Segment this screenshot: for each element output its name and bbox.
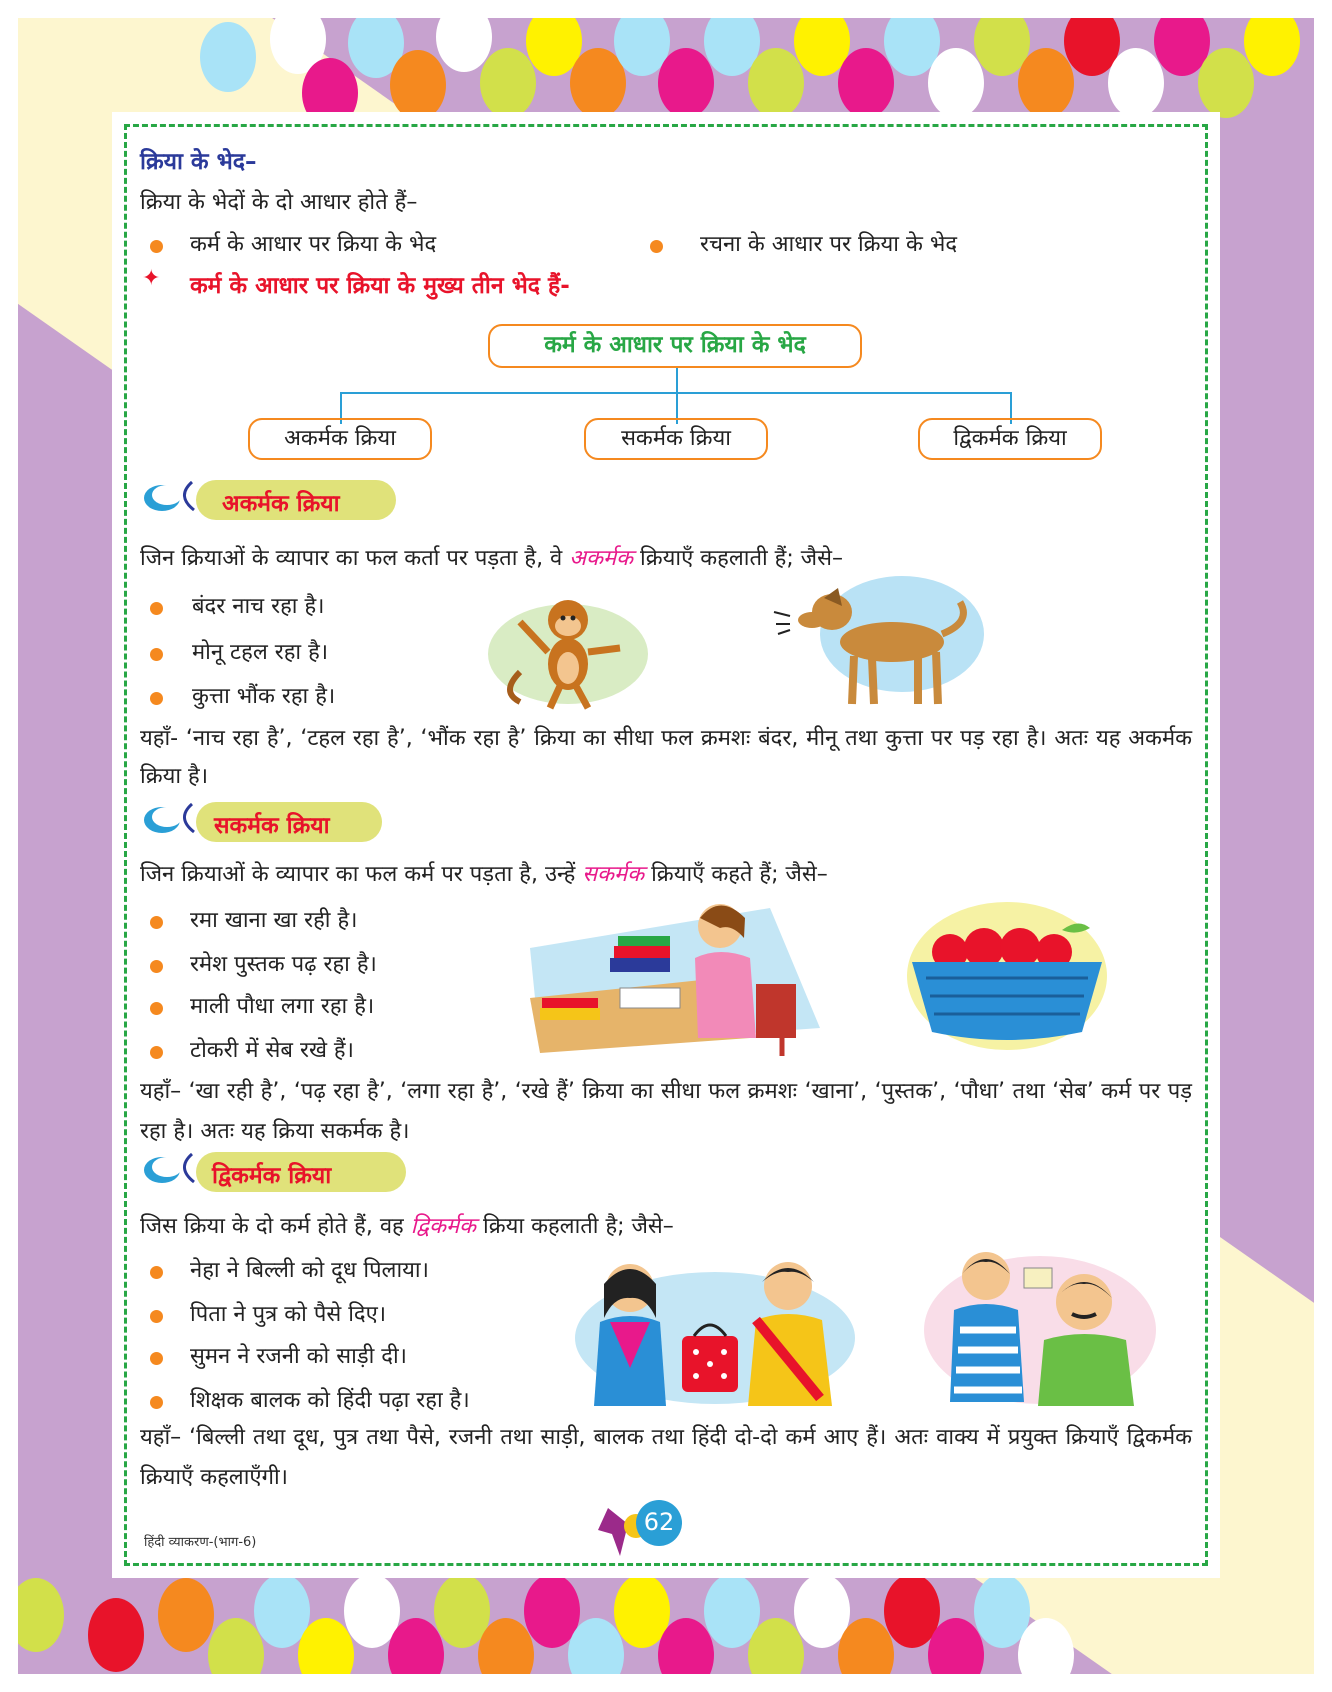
- explanation-akarmak: यहाँ- ‘नाच रहा है’, ‘टहल रहा है’, ‘भौंक रहा है’ क्रिया का सीधा फल क्रमशः बंदर, मीनू तथा कुत्ता पर पड़ रहा है। अतः यह अकर्मक क्रिया है।: [140, 726, 1192, 789]
- decor-dot: [1018, 48, 1074, 118]
- gift-illustration: [570, 1248, 860, 1408]
- example-item: माली पौधा लगा रहा है।: [190, 994, 375, 1019]
- bullet: [150, 1002, 163, 1015]
- decor-dot: [1198, 48, 1254, 118]
- swoosh-icon: [142, 478, 204, 514]
- main-heading: क्रिया के भेद–: [140, 149, 257, 175]
- decor-dot: [18, 1578, 64, 1652]
- example-item: मोनू टहल रहा है।: [192, 640, 329, 665]
- bullet: [150, 602, 163, 615]
- example-item: नेहा ने बिल्ली को दूध पिलाया।: [190, 1258, 429, 1283]
- intro-text: क्रिया के भेदों के दो आधार होते हैं–: [140, 190, 418, 215]
- decor-dot: [1108, 48, 1164, 118]
- example-item: पिता ने पुत्र को पैसे दिए।: [190, 1302, 387, 1327]
- decor-dot: [838, 48, 894, 118]
- basis-item-2: रचना के आधार पर क्रिया के भेद: [700, 232, 958, 257]
- bullet: [150, 1266, 163, 1279]
- explanation-sakarmak: यहाँ– ‘खा रही है’, ‘पढ़ रहा है’, ‘लगा रहा है’, ‘रखे हैं’ क्रिया का सीधा फल क्रमशः ‘खाना’, ‘पुस्तक’, ‘पौधा’ तथा ‘सेब’ कर्म पर पड़ रहा है। अतः यह क्रिया सकर्मक है।: [140, 1079, 1192, 1144]
- term-highlight: द्विकर्मक: [410, 1214, 477, 1239]
- apple-basket-illustration: [902, 896, 1112, 1056]
- swoosh-icon: [142, 1150, 204, 1186]
- example-item: सुमन ने रजनी को साड़ी दी।: [190, 1344, 407, 1369]
- decor-dot: [480, 48, 536, 118]
- example-item: शिक्षक बालक को हिंदी पढ़ा रहा है।: [190, 1388, 470, 1413]
- father-son-illustration: [920, 1240, 1160, 1408]
- decor-dot: [88, 1598, 144, 1672]
- bullet: [150, 960, 163, 973]
- section-title-dwikarmak: द्विकर्मक क्रिया: [212, 1163, 332, 1189]
- bullet: [150, 1352, 163, 1365]
- definition-text: जिन क्रियाओं के व्यापार का फल कर्ता पर पड़ता है, वे: [140, 546, 570, 571]
- definition-sakarmak: [140, 858, 828, 888]
- book-title: हिंदी व्याकरण-(भाग-6): [144, 1535, 257, 1550]
- decor-dot: [748, 48, 804, 118]
- diagram-child-sakarmak: सकर्मक क्रिया: [584, 418, 768, 460]
- swoosh-icon: [142, 800, 204, 836]
- bullet: [150, 1046, 163, 1059]
- example-item: कुत्ता भौंक रहा है।: [192, 684, 336, 709]
- definition-text: क्रिया कहलाती है; जैसे–: [476, 1214, 674, 1239]
- decor-dot: [390, 50, 446, 120]
- bullet: [150, 1310, 163, 1323]
- diagram-child-akarmak: अकर्मक क्रिया: [248, 418, 432, 460]
- bullet: [150, 240, 163, 253]
- decor-dot: [658, 48, 714, 118]
- definition-dwikarmak: [140, 1210, 674, 1240]
- example-item: रमेश पुस्तक पढ़ रहा है।: [190, 952, 377, 977]
- monkey-illustration: [480, 582, 650, 712]
- definition-text: जिन क्रियाओं के व्यापार का फल कर्म पर पड़ता है, उन्हें: [140, 862, 583, 887]
- decor-dot: [1244, 18, 1300, 76]
- definition-akarmak: [140, 542, 843, 572]
- diagram-child-dwikarmak: द्विकर्मक क्रिया: [918, 418, 1102, 460]
- definition-text: क्रियाएँ कहलाती हैं; जैसे–: [633, 546, 843, 571]
- decor-dot: [200, 22, 256, 92]
- definition-text: जिस क्रिया के दो कर्म होते हैं, वह: [140, 1214, 411, 1239]
- section-title-akarmak: अकर्मक क्रिया: [222, 491, 340, 517]
- decor-dot: [158, 1578, 214, 1652]
- subheading: कर्म के आधार पर क्रिया के मुख्य तीन भेद हैं-: [190, 273, 570, 299]
- diagram-root: कर्म के आधार पर क्रिया के भेद: [488, 324, 862, 368]
- reading-illustration: [520, 888, 830, 1058]
- term-highlight: अकर्मक: [569, 546, 634, 571]
- bullet: [150, 1396, 163, 1409]
- bullet: [650, 240, 663, 253]
- example-item: रमा खाना खा रही है।: [190, 908, 358, 933]
- page-number: 62: [643, 1508, 675, 1536]
- star-icon: ✦: [142, 266, 161, 291]
- term-highlight: सकर्मक: [582, 862, 645, 887]
- section-title-sakarmak: सकर्मक क्रिया: [214, 813, 330, 839]
- definition-text: क्रियाएँ कहते हैं; जैसे–: [644, 862, 828, 887]
- bullet: [150, 916, 163, 929]
- basis-item-1: कर्म के आधार पर क्रिया के भेद: [190, 232, 437, 257]
- dog-illustration: [772, 572, 988, 712]
- example-item: बंदर नाच रहा है।: [192, 594, 325, 619]
- explanation-dwikarmak: यहाँ– ‘बिल्ली तथा दूध, पुत्र तथा पैसे, रजनी तथा साड़ी, बालक तथा हिंदी दो-दो कर्म आए हैं। अतः वाक्य में प्रयुक्त क्रियाएँ द्विकर्मक क्रियाएँ कहलाएँगी।: [140, 1425, 1192, 1490]
- bullet: [150, 692, 163, 705]
- bullet: [150, 648, 163, 661]
- connector-line: [676, 368, 678, 394]
- example-item: टोकरी में सेब रखे हैं।: [190, 1038, 354, 1063]
- decor-dot: [928, 48, 984, 118]
